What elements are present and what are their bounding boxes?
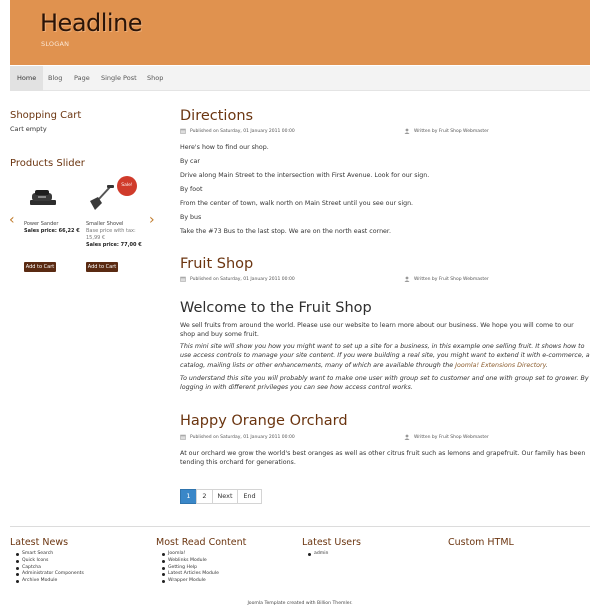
orchard-paragraph: At our orchard we grow the world's best oranges as well as other citrus fruit such as lemons and grapefruit. Our family has been tending this orchard for generations. (180, 450, 586, 467)
directions-line: By bus (180, 214, 202, 221)
cart-status: Cart empty (10, 125, 47, 133)
list-item[interactable]: Getting Help (160, 565, 219, 572)
directions-line: Drive along Main Street to the intersection with First Avenue. Look for our sign. (180, 172, 430, 179)
menu-item-blog[interactable]: Blog (48, 74, 63, 82)
calendar-icon (180, 276, 186, 282)
menu-item-page[interactable]: Page (74, 74, 90, 82)
list-item[interactable]: Latest Articles Module (160, 571, 219, 578)
sale-badge: Sale! (117, 176, 137, 196)
product-name-smaller-shovel[interactable]: Smaller Shovel (86, 221, 124, 227)
slider-next-arrow-icon[interactable]: › (149, 212, 155, 228)
article-author: Written by Fruit Shop Webmaster (414, 129, 489, 134)
most-read-title: Most Read Content (156, 537, 247, 548)
list-item[interactable]: Joomla! (160, 551, 219, 558)
extensions-directory-link[interactable]: Joomla! Extensions Directory (455, 361, 546, 369)
pagination-page-1[interactable]: 1 (180, 489, 197, 504)
add-to-cart-button-smaller-shovel[interactable]: Add to Cart (87, 264, 117, 270)
cart-module-title: Shopping Cart (10, 110, 82, 121)
latest-users-title: Latest Users (302, 537, 361, 548)
list-item[interactable]: Weblinks Module (160, 558, 219, 565)
calendar-icon (180, 434, 186, 440)
pagination-page-2[interactable]: 2 (196, 489, 213, 504)
main-menu (10, 66, 590, 91)
list-item[interactable]: Smart Search (14, 551, 84, 558)
calendar-icon (180, 128, 186, 134)
pagination-end[interactable]: End (237, 489, 262, 504)
article-author: Written by Fruit Shop Webmaster (414, 277, 489, 282)
list-item[interactable]: Quick Icons (14, 558, 84, 565)
fruitshop-paragraph-1: We sell fruits from around the world. Please use our website to learn more about our business. We hope you will come to our shop and buy some fruit. (180, 322, 574, 339)
fruitshop-paragraph-3: To understand this site you will probably want to make one user with group set to customer and one with group set to grower. By logging in with different privileges you can see how access control works. (180, 375, 589, 392)
product-old-price: 15,99 € (86, 235, 106, 241)
smaller-shovel-image[interactable] (86, 184, 116, 212)
welcome-heading: Welcome to the Fruit Shop (180, 300, 372, 316)
directions-line: Here's how to find our shop. (180, 144, 269, 151)
article-title-fruit-shop[interactable]: Fruit Shop (180, 256, 254, 272)
article-title-directions[interactable]: Directions (180, 108, 254, 124)
product-name-power-sander[interactable]: Power Sander (24, 221, 59, 227)
slider-prev-arrow-icon[interactable]: ‹ (9, 212, 15, 228)
article-title-happy-orange-orchard[interactable]: Happy Orange Orchard (180, 413, 348, 429)
site-headline[interactable]: Headline (40, 9, 143, 37)
author-icon (404, 434, 410, 440)
footer-credit: Joomla Template created with Billion Themler. (247, 601, 353, 606)
menu-item-shop[interactable]: Shop (147, 74, 164, 82)
site-header (10, 0, 590, 65)
article-published-date: Published on Saturday, 01 January 2011 00:00 (190, 435, 295, 440)
latest-users-list (306, 551, 328, 558)
fruitshop-paragraph-2-text: This mini site will show you how you might want to set up a site for a business, in this example one selling fruit. It shows how to use access controls to manage your site content. If you were building a real site, you might want to extend it with e-commerce, a catalog, mailing lists or other enhancements, many of which are available through the (180, 343, 590, 369)
menu-item-home[interactable]: Home (10, 66, 43, 91)
power-sander-image[interactable] (28, 187, 58, 207)
most-read-list (160, 551, 219, 585)
product-tax-label: Base price with tax: (86, 228, 136, 234)
directions-line: Take the #73 Bus to the last stop. We are on the north east corner. (180, 228, 391, 235)
product-price-smaller-shovel: Sales price: 77,00 € (86, 242, 142, 248)
author-icon (404, 276, 410, 282)
author-icon (404, 128, 410, 134)
custom-html-title: Custom HTML (448, 537, 514, 548)
article-published-date: Published on Saturday, 01 January 2011 00:00 (190, 277, 295, 282)
directions-line: By car (180, 158, 200, 165)
fruitshop-paragraph-2: This mini site will show you how you might want to set up a site for a business, in this example one selling fruit. It shows how to use access controls to manage your site content. If you were building a real site, you might want to extend it with e-commerce, a catalog, mailing lists or other enhancements, many of which are available through the Joomla! Extensions Directory. (180, 343, 590, 369)
directions-line: By foot (180, 186, 203, 193)
list-item[interactable]: Wrapper Module (160, 578, 219, 585)
footer-divider (10, 526, 590, 527)
list-item[interactable]: Captcha (14, 565, 84, 572)
pagination-next[interactable]: Next (212, 489, 238, 504)
article-author: Written by Fruit Shop Webmaster (414, 435, 489, 440)
list-item[interactable]: admin (306, 551, 328, 558)
site-slogan: SLOGAN (41, 40, 70, 48)
menu-item-single-post[interactable]: Single Post (101, 74, 137, 82)
slider-module-title: Products Slider (10, 158, 85, 169)
list-item[interactable]: Administrator Components (14, 571, 84, 578)
product-price-power-sander: Sales price: 66,22 € (24, 228, 80, 234)
add-to-cart-button-power-sander[interactable]: Add to Cart (25, 264, 55, 270)
latest-news-list (14, 551, 84, 585)
article-published-date: Published on Saturday, 01 January 2011 00:00 (190, 129, 295, 134)
latest-news-title: Latest News (10, 537, 69, 548)
directions-line: From the center of town, walk north on Main Street until you see our sign. (180, 200, 414, 207)
list-item[interactable]: Archive Module (14, 578, 84, 585)
